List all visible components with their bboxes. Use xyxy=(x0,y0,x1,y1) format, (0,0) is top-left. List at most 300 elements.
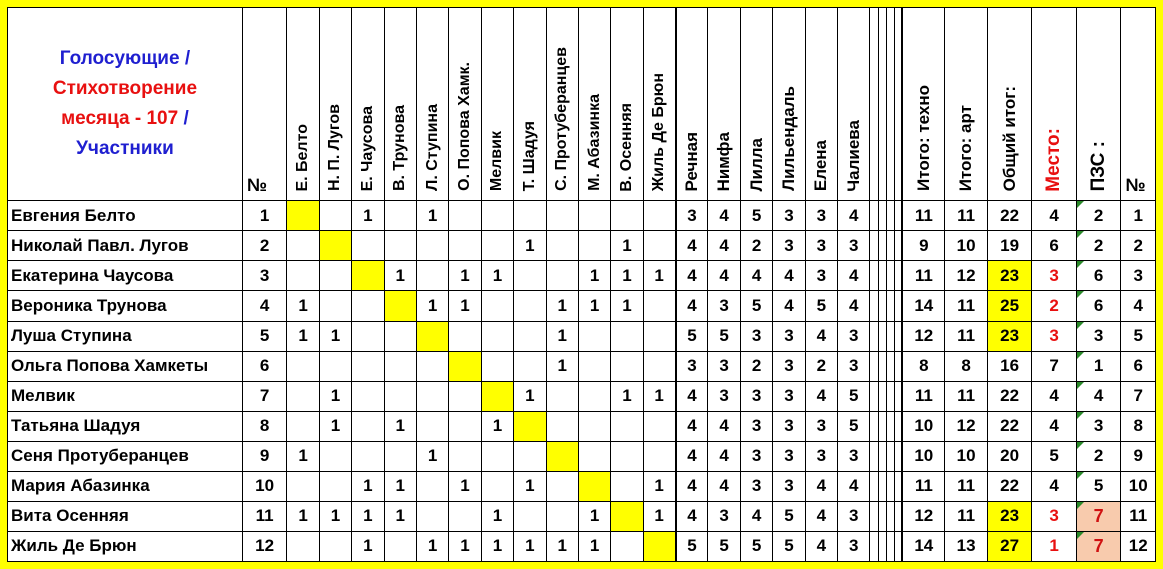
vote-cell xyxy=(546,381,578,411)
number-header: № xyxy=(242,8,287,201)
table-row xyxy=(8,531,1156,561)
comment-marker-icon xyxy=(1077,231,1084,238)
total-all-cell: 23 xyxy=(987,261,1032,291)
vote-cell: 1 xyxy=(514,531,546,561)
row-number-right: 7 xyxy=(1121,381,1156,411)
tech-score-cell: 3 xyxy=(740,411,772,441)
total-art-cell: 8 xyxy=(945,351,988,381)
tech-score-cell: 3 xyxy=(805,411,837,441)
spacer-cell xyxy=(878,471,886,501)
voter-col-header-4-label: В. Трунова xyxy=(391,105,409,192)
spacer-cell xyxy=(870,201,878,231)
participant-name: Евгения Белто xyxy=(8,201,243,231)
row-number: 6 xyxy=(242,351,287,381)
vote-cell: 1 xyxy=(546,531,578,561)
vote-cell xyxy=(384,321,416,351)
tech-score-cell: 3 xyxy=(805,231,837,261)
tech-score-cell: 4 xyxy=(740,261,772,291)
tech-score-cell: 5 xyxy=(773,501,805,531)
comment-marker-icon xyxy=(1077,201,1084,208)
total-all-cell: 16 xyxy=(987,351,1032,381)
vote-cell: 1 xyxy=(287,291,319,321)
place-cell: 2 xyxy=(1032,291,1077,321)
vote-cell xyxy=(611,321,643,351)
comment-marker-icon xyxy=(1077,412,1084,419)
tech-score-cell: 2 xyxy=(805,351,837,381)
spacer-cell xyxy=(878,441,886,471)
vote-cell: 1 xyxy=(643,501,675,531)
vote-cell: 1 xyxy=(514,231,546,261)
tech-score-cell: 3 xyxy=(773,231,805,261)
pzs-cell: 3 xyxy=(1076,411,1121,441)
vote-cell xyxy=(352,321,384,351)
participant-name: Татьяна Шадуя xyxy=(8,411,243,441)
row-number-right: 1 xyxy=(1121,201,1156,231)
tech-score-cell: 3 xyxy=(708,291,740,321)
place-cell: 3 xyxy=(1032,501,1077,531)
tech-score-cell: 3 xyxy=(773,381,805,411)
vote-cell xyxy=(611,441,643,471)
pzs-cell: 7 xyxy=(1076,501,1121,531)
total-art-cell: 12 xyxy=(945,411,988,441)
total-all-cell: 22 xyxy=(987,381,1032,411)
voter-col-header-3-label: Е. Чаусова xyxy=(358,105,376,192)
vote-cell xyxy=(481,351,513,381)
total-tech-header xyxy=(902,8,945,201)
pzs-cell: 3 xyxy=(1076,321,1121,351)
table-row xyxy=(8,411,1156,441)
title-slash: / xyxy=(178,108,189,130)
vote-cell xyxy=(287,381,319,411)
pzs-cell: 2 xyxy=(1076,231,1121,261)
total-all-cell: 23 xyxy=(987,501,1032,531)
tech-score-cell: 4 xyxy=(708,261,740,291)
row-number: 9 xyxy=(242,441,287,471)
vote-cell xyxy=(319,351,351,381)
voter-col-header-3 xyxy=(352,8,384,201)
row-number-right: 6 xyxy=(1121,351,1156,381)
tech-score-cell: 3 xyxy=(708,351,740,381)
total-art-cell: 11 xyxy=(945,201,988,231)
vote-cell xyxy=(449,501,481,531)
vote-cell: 1 xyxy=(611,381,643,411)
tech-score-cell: 3 xyxy=(838,441,870,471)
vote-cell xyxy=(352,411,384,441)
spacer-cell xyxy=(870,441,878,471)
vote-cell xyxy=(416,231,448,261)
tech-score-cell: 4 xyxy=(676,471,708,501)
participant-name: Екатерина Чаусова xyxy=(8,261,243,291)
vote-cell: 1 xyxy=(578,531,610,561)
title-month: месяца - 107 xyxy=(61,108,179,130)
place-cell: 4 xyxy=(1032,381,1077,411)
place-cell: 7 xyxy=(1032,351,1077,381)
vote-cell: 1 xyxy=(449,291,481,321)
place-cell: 1 xyxy=(1032,531,1077,561)
vote-cell: 1 xyxy=(352,501,384,531)
row-number-right: 10 xyxy=(1121,471,1156,501)
total-tech-header-label: Итого: техно xyxy=(913,85,933,192)
vote-cell: 1 xyxy=(643,261,675,291)
vote-cell xyxy=(481,471,513,501)
spacer-cell xyxy=(894,531,902,561)
tech-score-cell: 5 xyxy=(708,531,740,561)
vote-cell xyxy=(611,471,643,501)
table-row xyxy=(8,321,1156,351)
total-tech-cell: 11 xyxy=(902,261,945,291)
tech-col-header-4 xyxy=(773,8,805,201)
vote-cell: 1 xyxy=(449,531,481,561)
spacer-cell xyxy=(878,381,886,411)
voter-col-header-2-label: Н. П. Лугов xyxy=(326,104,344,192)
total-art-header-label: Итого: арт xyxy=(956,105,976,192)
tech-col-header-5 xyxy=(805,8,837,201)
voter-col-header-12 xyxy=(643,8,675,201)
tech-score-cell: 4 xyxy=(708,201,740,231)
tech-score-cell: 3 xyxy=(773,351,805,381)
vote-cell xyxy=(514,441,546,471)
tech-score-cell: 3 xyxy=(805,201,837,231)
vote-cell xyxy=(384,231,416,261)
vote-cell xyxy=(578,411,610,441)
vote-cell xyxy=(352,381,384,411)
spacer-cell xyxy=(886,441,894,471)
vote-cell xyxy=(352,351,384,381)
vote-cell xyxy=(449,321,481,351)
spacer-cell xyxy=(878,231,886,261)
vote-cell xyxy=(578,471,610,501)
vote-cell xyxy=(384,291,416,321)
vote-cell: 1 xyxy=(319,381,351,411)
vote-cell xyxy=(578,351,610,381)
vote-cell: 1 xyxy=(546,351,578,381)
comment-marker-icon xyxy=(1077,532,1084,539)
vote-cell: 1 xyxy=(449,471,481,501)
vote-cell xyxy=(319,531,351,561)
total-art-cell: 12 xyxy=(945,261,988,291)
total-all-cell: 20 xyxy=(987,441,1032,471)
vote-cell xyxy=(384,201,416,231)
voter-col-header-1-label: Е. Белто xyxy=(294,123,312,192)
total-all-cell: 22 xyxy=(987,201,1032,231)
vote-cell xyxy=(287,261,319,291)
tech-score-cell: 4 xyxy=(773,291,805,321)
vote-cell xyxy=(514,261,546,291)
tech-score-cell: 4 xyxy=(805,471,837,501)
vote-cell xyxy=(416,321,448,351)
comment-marker-icon xyxy=(1077,322,1084,329)
vote-cell xyxy=(578,201,610,231)
voter-col-header-1 xyxy=(287,8,319,201)
tech-score-cell: 3 xyxy=(838,321,870,351)
tech-score-cell: 3 xyxy=(773,321,805,351)
tech-col-header-5-label: Елена xyxy=(811,140,831,192)
row-number: 10 xyxy=(242,471,287,501)
vote-cell: 1 xyxy=(384,501,416,531)
vote-cell xyxy=(449,231,481,261)
row-number: 2 xyxy=(242,231,287,261)
table-row xyxy=(8,441,1156,471)
spacer-cell xyxy=(870,531,878,561)
vote-cell xyxy=(514,321,546,351)
pzs-cell: 6 xyxy=(1076,291,1121,321)
vote-cell xyxy=(514,201,546,231)
total-all-cell: 25 xyxy=(987,291,1032,321)
vote-cell xyxy=(611,531,643,561)
spacer-cell xyxy=(878,291,886,321)
tech-col-header-2-label: Нимфа xyxy=(714,131,734,192)
tech-score-cell: 4 xyxy=(708,231,740,261)
vote-cell: 1 xyxy=(449,261,481,291)
tech-score-cell: 4 xyxy=(676,231,708,261)
vote-cell xyxy=(514,351,546,381)
total-tech-cell: 11 xyxy=(902,381,945,411)
row-number: 11 xyxy=(242,501,287,531)
vote-cell: 1 xyxy=(319,321,351,351)
total-tech-cell: 12 xyxy=(902,321,945,351)
participant-name: Сеня Протуберанцев xyxy=(8,441,243,471)
vote-cell xyxy=(481,381,513,411)
total-art-cell: 10 xyxy=(945,231,988,261)
tech-score-cell: 3 xyxy=(740,321,772,351)
total-all-header xyxy=(987,8,1032,201)
spacer-cell xyxy=(894,411,902,441)
tech-score-cell: 4 xyxy=(805,381,837,411)
vote-cell: 1 xyxy=(352,201,384,231)
vote-cell xyxy=(352,441,384,471)
vote-cell xyxy=(352,291,384,321)
voting-table xyxy=(7,7,1156,562)
voter-col-header-10-label: М. Абазинка xyxy=(585,94,603,192)
voter-col-header-8 xyxy=(514,8,546,201)
spacer-cell xyxy=(894,441,902,471)
comment-marker-icon xyxy=(1077,261,1084,268)
participant-name: Вита Осенняя xyxy=(8,501,243,531)
spacer-cell xyxy=(870,291,878,321)
vote-cell xyxy=(643,411,675,441)
header-row xyxy=(8,8,1156,201)
total-art-cell: 11 xyxy=(945,471,988,501)
tech-score-cell: 2 xyxy=(740,351,772,381)
vote-cell xyxy=(611,201,643,231)
vote-cell: 1 xyxy=(481,531,513,561)
voter-col-header-2 xyxy=(319,8,351,201)
total-art-cell: 11 xyxy=(945,321,988,351)
row-number: 5 xyxy=(242,321,287,351)
vote-cell: 1 xyxy=(319,411,351,441)
pzs-cell: 1 xyxy=(1076,351,1121,381)
tech-score-cell: 3 xyxy=(773,411,805,441)
voter-col-header-5-label: Л. Ступина xyxy=(423,104,441,192)
tech-score-cell: 2 xyxy=(740,231,772,261)
tech-score-cell: 4 xyxy=(676,381,708,411)
tech-score-cell: 3 xyxy=(740,471,772,501)
participant-name: Мелвик xyxy=(8,381,243,411)
total-all-cell: 22 xyxy=(987,471,1032,501)
tech-score-cell: 5 xyxy=(773,531,805,561)
row-number-right: 3 xyxy=(1121,261,1156,291)
spacer-cell xyxy=(870,471,878,501)
spacer-cell xyxy=(886,291,894,321)
tech-score-cell: 3 xyxy=(805,441,837,471)
tech-score-cell: 4 xyxy=(838,201,870,231)
tech-score-cell: 5 xyxy=(676,321,708,351)
number-header-right: № xyxy=(1121,8,1156,201)
vote-cell xyxy=(481,441,513,471)
vote-cell xyxy=(319,261,351,291)
tech-score-cell: 3 xyxy=(773,201,805,231)
voter-col-header-9 xyxy=(546,8,578,201)
participant-name: Мария Абазинка xyxy=(8,471,243,501)
vote-cell: 1 xyxy=(514,381,546,411)
vote-cell xyxy=(287,351,319,381)
tech-score-cell: 4 xyxy=(805,531,837,561)
vote-cell xyxy=(643,351,675,381)
tech-score-cell: 3 xyxy=(838,231,870,261)
vote-cell xyxy=(546,231,578,261)
spacer-cell xyxy=(878,411,886,441)
spacer-cell xyxy=(886,531,894,561)
voter-col-header-11 xyxy=(611,8,643,201)
place-header xyxy=(1032,8,1077,201)
vote-cell xyxy=(416,501,448,531)
tech-score-cell: 3 xyxy=(676,351,708,381)
tech-score-cell: 3 xyxy=(838,501,870,531)
vote-cell xyxy=(514,501,546,531)
vote-cell xyxy=(481,321,513,351)
total-art-cell: 11 xyxy=(945,291,988,321)
total-all-cell: 27 xyxy=(987,531,1032,561)
spacer-cell xyxy=(870,411,878,441)
total-tech-cell: 14 xyxy=(902,531,945,561)
total-tech-cell: 10 xyxy=(902,441,945,471)
vote-cell: 1 xyxy=(514,471,546,501)
vote-cell: 1 xyxy=(416,441,448,471)
vote-cell xyxy=(481,291,513,321)
place-cell: 3 xyxy=(1032,321,1077,351)
row-number-right: 9 xyxy=(1121,441,1156,471)
tech-score-cell: 3 xyxy=(708,501,740,531)
comment-marker-icon xyxy=(1077,442,1084,449)
row-number: 4 xyxy=(242,291,287,321)
spacer-cell xyxy=(886,351,894,381)
participant-name: Вероника Трунова xyxy=(8,291,243,321)
tech-score-cell: 3 xyxy=(740,441,772,471)
spacer-cell xyxy=(878,501,886,531)
voter-col-header-4 xyxy=(384,8,416,201)
place-cell: 5 xyxy=(1032,441,1077,471)
comment-marker-icon xyxy=(1077,502,1084,509)
pzs-cell: 6 xyxy=(1076,261,1121,291)
vote-cell xyxy=(643,441,675,471)
vote-cell: 1 xyxy=(481,261,513,291)
total-art-cell: 10 xyxy=(945,441,988,471)
total-art-cell: 11 xyxy=(945,501,988,531)
table-row xyxy=(8,291,1156,321)
tech-score-cell: 5 xyxy=(838,411,870,441)
vote-cell xyxy=(643,291,675,321)
vote-cell: 1 xyxy=(287,501,319,531)
vote-cell: 1 xyxy=(643,471,675,501)
spacer-cell xyxy=(894,351,902,381)
tech-score-cell: 4 xyxy=(838,291,870,321)
vote-cell: 1 xyxy=(287,321,319,351)
pzs-cell: 7 xyxy=(1076,531,1121,561)
total-tech-cell: 9 xyxy=(902,231,945,261)
table-row xyxy=(8,351,1156,381)
tech-col-header-1 xyxy=(676,8,708,201)
spacer-cell xyxy=(870,351,878,381)
vote-cell: 1 xyxy=(481,501,513,531)
tech-score-cell: 3 xyxy=(773,441,805,471)
spacer-cell xyxy=(870,381,878,411)
vote-cell xyxy=(449,441,481,471)
place-cell: 4 xyxy=(1032,411,1077,441)
title-participants: Участники xyxy=(76,138,174,160)
vote-cell: 1 xyxy=(416,201,448,231)
row-number: 3 xyxy=(242,261,287,291)
vote-cell xyxy=(287,231,319,261)
participant-name: Луша Ступина xyxy=(8,321,243,351)
vote-cell xyxy=(514,291,546,321)
vote-cell xyxy=(416,261,448,291)
voter-col-header-11-label: В. Осенняя xyxy=(617,102,635,192)
vote-cell xyxy=(416,381,448,411)
tech-score-cell: 3 xyxy=(838,351,870,381)
total-art-cell: 11 xyxy=(945,381,988,411)
spacer-column xyxy=(878,8,886,201)
tech-score-cell: 3 xyxy=(773,471,805,501)
row-number: 1 xyxy=(242,201,287,231)
vote-cell xyxy=(384,381,416,411)
vote-cell xyxy=(352,231,384,261)
spacer-cell xyxy=(886,471,894,501)
vote-cell xyxy=(319,201,351,231)
spacer-cell xyxy=(886,321,894,351)
tech-col-header-1-label: Речная xyxy=(682,131,702,192)
row-number-right: 5 xyxy=(1121,321,1156,351)
vote-cell xyxy=(287,411,319,441)
voter-col-header-5 xyxy=(416,8,448,201)
spacer-cell xyxy=(878,261,886,291)
vote-cell: 1 xyxy=(384,411,416,441)
total-all-cell: 19 xyxy=(987,231,1032,261)
vote-cell xyxy=(546,501,578,531)
total-tech-cell: 10 xyxy=(902,411,945,441)
comment-marker-icon xyxy=(1077,382,1084,389)
vote-cell xyxy=(319,441,351,471)
vote-cell xyxy=(643,201,675,231)
spacer-cell xyxy=(878,351,886,381)
spacer-cell xyxy=(870,321,878,351)
vote-cell: 1 xyxy=(384,261,416,291)
vote-cell xyxy=(384,441,416,471)
tech-col-header-2 xyxy=(708,8,740,201)
vote-cell xyxy=(287,201,319,231)
place-cell: 4 xyxy=(1032,201,1077,231)
spacer-cell xyxy=(894,501,902,531)
pzs-cell: 5 xyxy=(1076,471,1121,501)
spacer-cell xyxy=(894,321,902,351)
vote-cell: 1 xyxy=(578,261,610,291)
vote-cell: 1 xyxy=(611,261,643,291)
vote-cell xyxy=(481,201,513,231)
vote-cell xyxy=(611,351,643,381)
vote-cell: 1 xyxy=(546,291,578,321)
vote-cell: 1 xyxy=(481,411,513,441)
spacer-cell xyxy=(878,531,886,561)
spacer-cell xyxy=(886,201,894,231)
